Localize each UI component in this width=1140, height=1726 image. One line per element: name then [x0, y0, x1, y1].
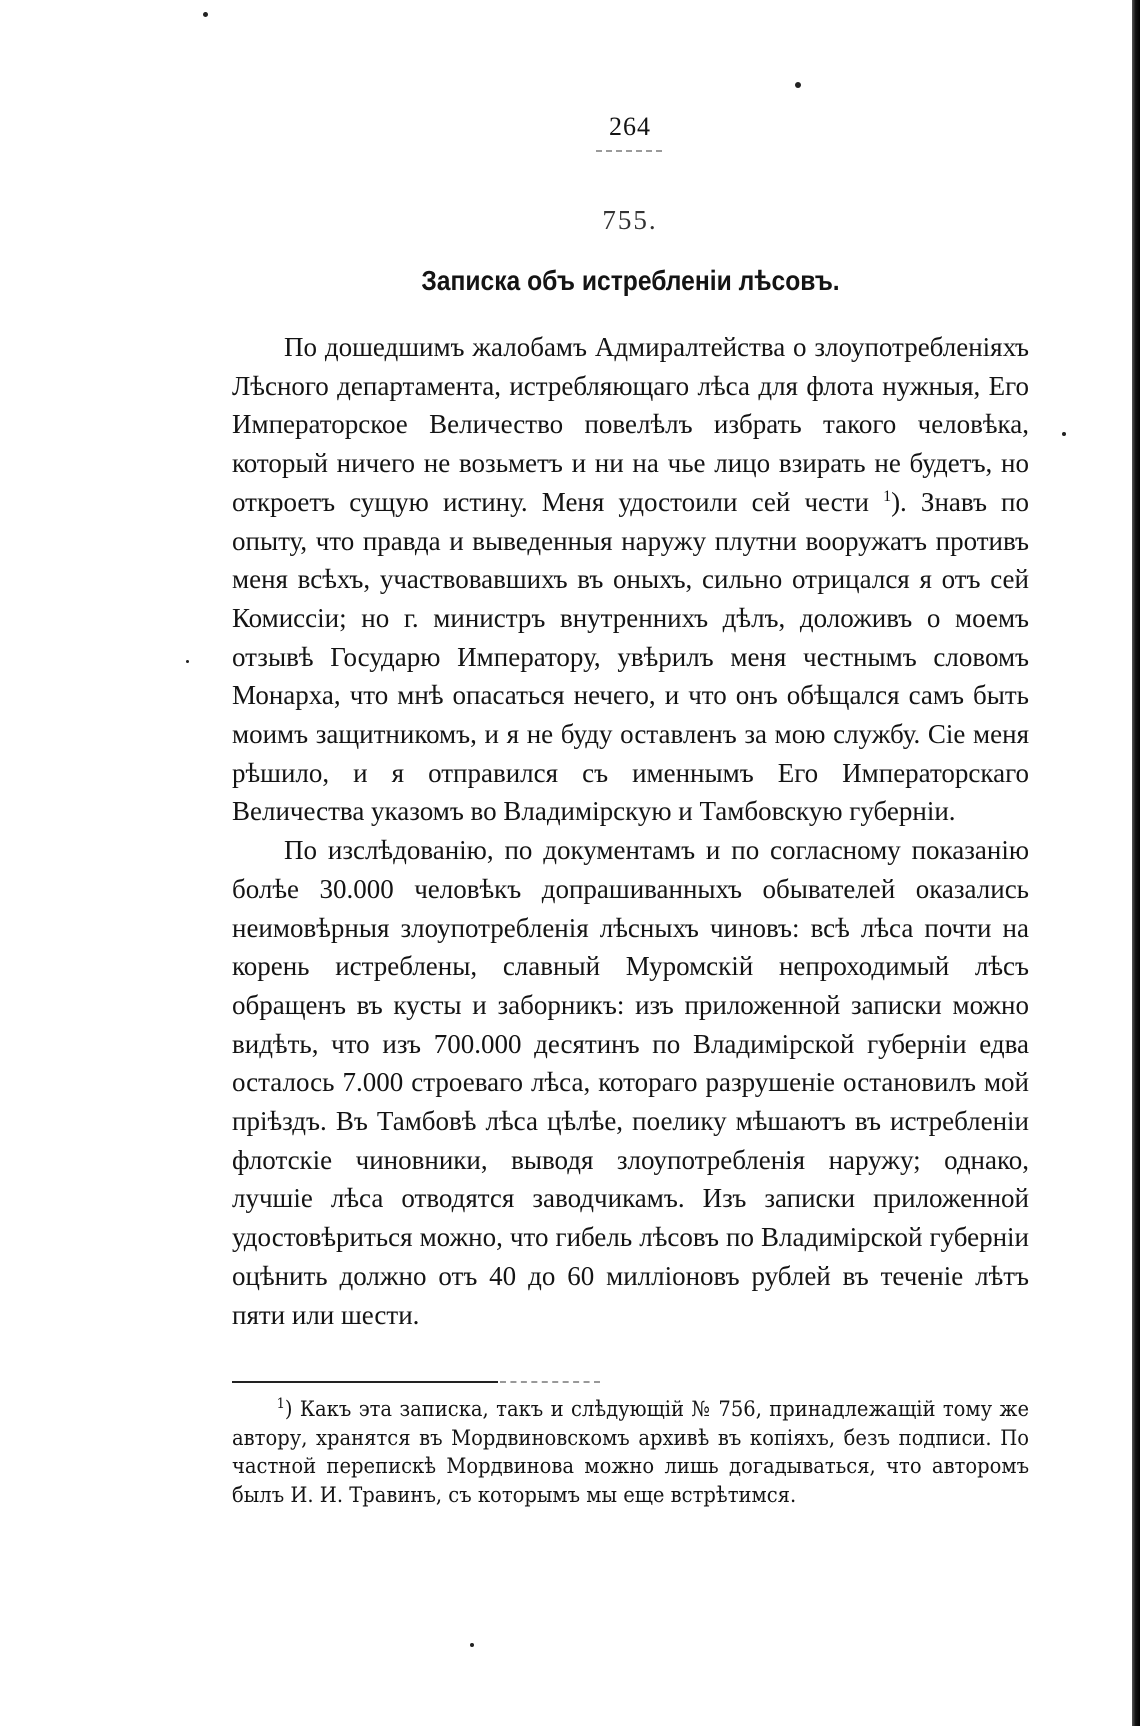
footnote-marker: 1	[276, 1396, 285, 1412]
page-number-rule	[596, 150, 662, 152]
paragraph-1-text-continued: ). Знавъ по опыту, что правда и выведенныя наружу плутни вооружатъ противъ меня всѣхъ, участвовавшихъ въ оныхъ, сильно отрицался я отъ сей Комиссіи; но г. министръ внутреннихъ дѣлъ, доложивъ о моемъ отзывѣ Государю Императору, увѣрилъ меня честнымъ словомъ Монарха, что мнѣ опасаться нечего, и что онъ обѣщался самъ быть моимъ защитникомъ, и я не буду оставленъ за мою службу. Сіе меня рѣшило, и я отправился съ именнымъ Его Императорскаго Величества указомъ во Владимірскую и Тамбовскую губерніи.	[232, 486, 1030, 827]
paragraph-1	[232, 328, 1029, 831]
ink-speck	[1062, 432, 1066, 436]
footnote	[232, 1395, 1029, 1509]
footnote-separator	[232, 1381, 498, 1383]
document-title: Записка объ истребленіи лѣсовъ.	[421, 265, 840, 296]
footnote-reference: 1	[883, 487, 892, 505]
ink-speck	[470, 1643, 474, 1647]
main-text	[232, 328, 1029, 1334]
document-number: 755.	[602, 205, 658, 235]
book-spine-shadow	[1132, 0, 1140, 1726]
ink-speck	[203, 12, 208, 17]
ink-speck	[186, 660, 189, 663]
footnote-text: ) Какъ эта записка, такъ и слѣдующій № 756, принадлежащій тому же автору, хранятся въ Мордвиновскомъ архивѣ въ копіяхъ, безъ подписи. По частной перепискѣ Мордвинова можно лишь догадываться, что авторомъ былъ И. И. Травинъ, съ которымъ мы еще встрѣтимся.	[232, 1397, 1030, 1507]
paragraph-1-text: По дошедшимъ жалобамъ Адмиралтейства о злоупотребленіяхъ Лѣсного департамента, истребляющаго лѣса для флота нужныя, Его Императорское Величество повелѣлъ избрать такого человѣка, который ничего не возьметъ и ни на чье лицо взирать не будетъ, но откроетъ сущую истину. Меня удостоили сей чести	[232, 332, 1029, 517]
ink-speck	[795, 82, 801, 88]
footnote-separator-tail	[500, 1381, 600, 1383]
page-number: 264	[609, 112, 651, 141]
paragraph-2: По изслѣдованію, по документамъ и по согласному показанію болѣе 30.000 человѣкъ допрашиванныхъ обывателей оказались неимовѣрныя злоупотребленія лѣсныхъ чиновъ: всѣ лѣса почти на корень истреблены, славный Муромскій непроходимый лѣсъ обращенъ въ кусты и заборникъ: изъ приложенной записки можно видѣть, что изъ 700.000 десятинъ по Владимірской губерніи едва осталось 7.000 строеваго лѣса, котораго разрушеніе остановилъ мой пріѣздъ. Въ Тамбовѣ лѣса цѣлѣе, поелику мѣшаютъ въ истребленіи флотскіе чиновники, выводя злоупотребленія наружу; однако, лучшіе лѣса отводятся заводчикамъ. Изъ записки приложенной удостовѣриться можно, что гибель лѣсовъ по Владимірской губерніи оцѣнить должно отъ 40 до 60 милліоновъ рублей въ теченіе лѣтъ пяти или шести.	[232, 835, 1029, 1330]
